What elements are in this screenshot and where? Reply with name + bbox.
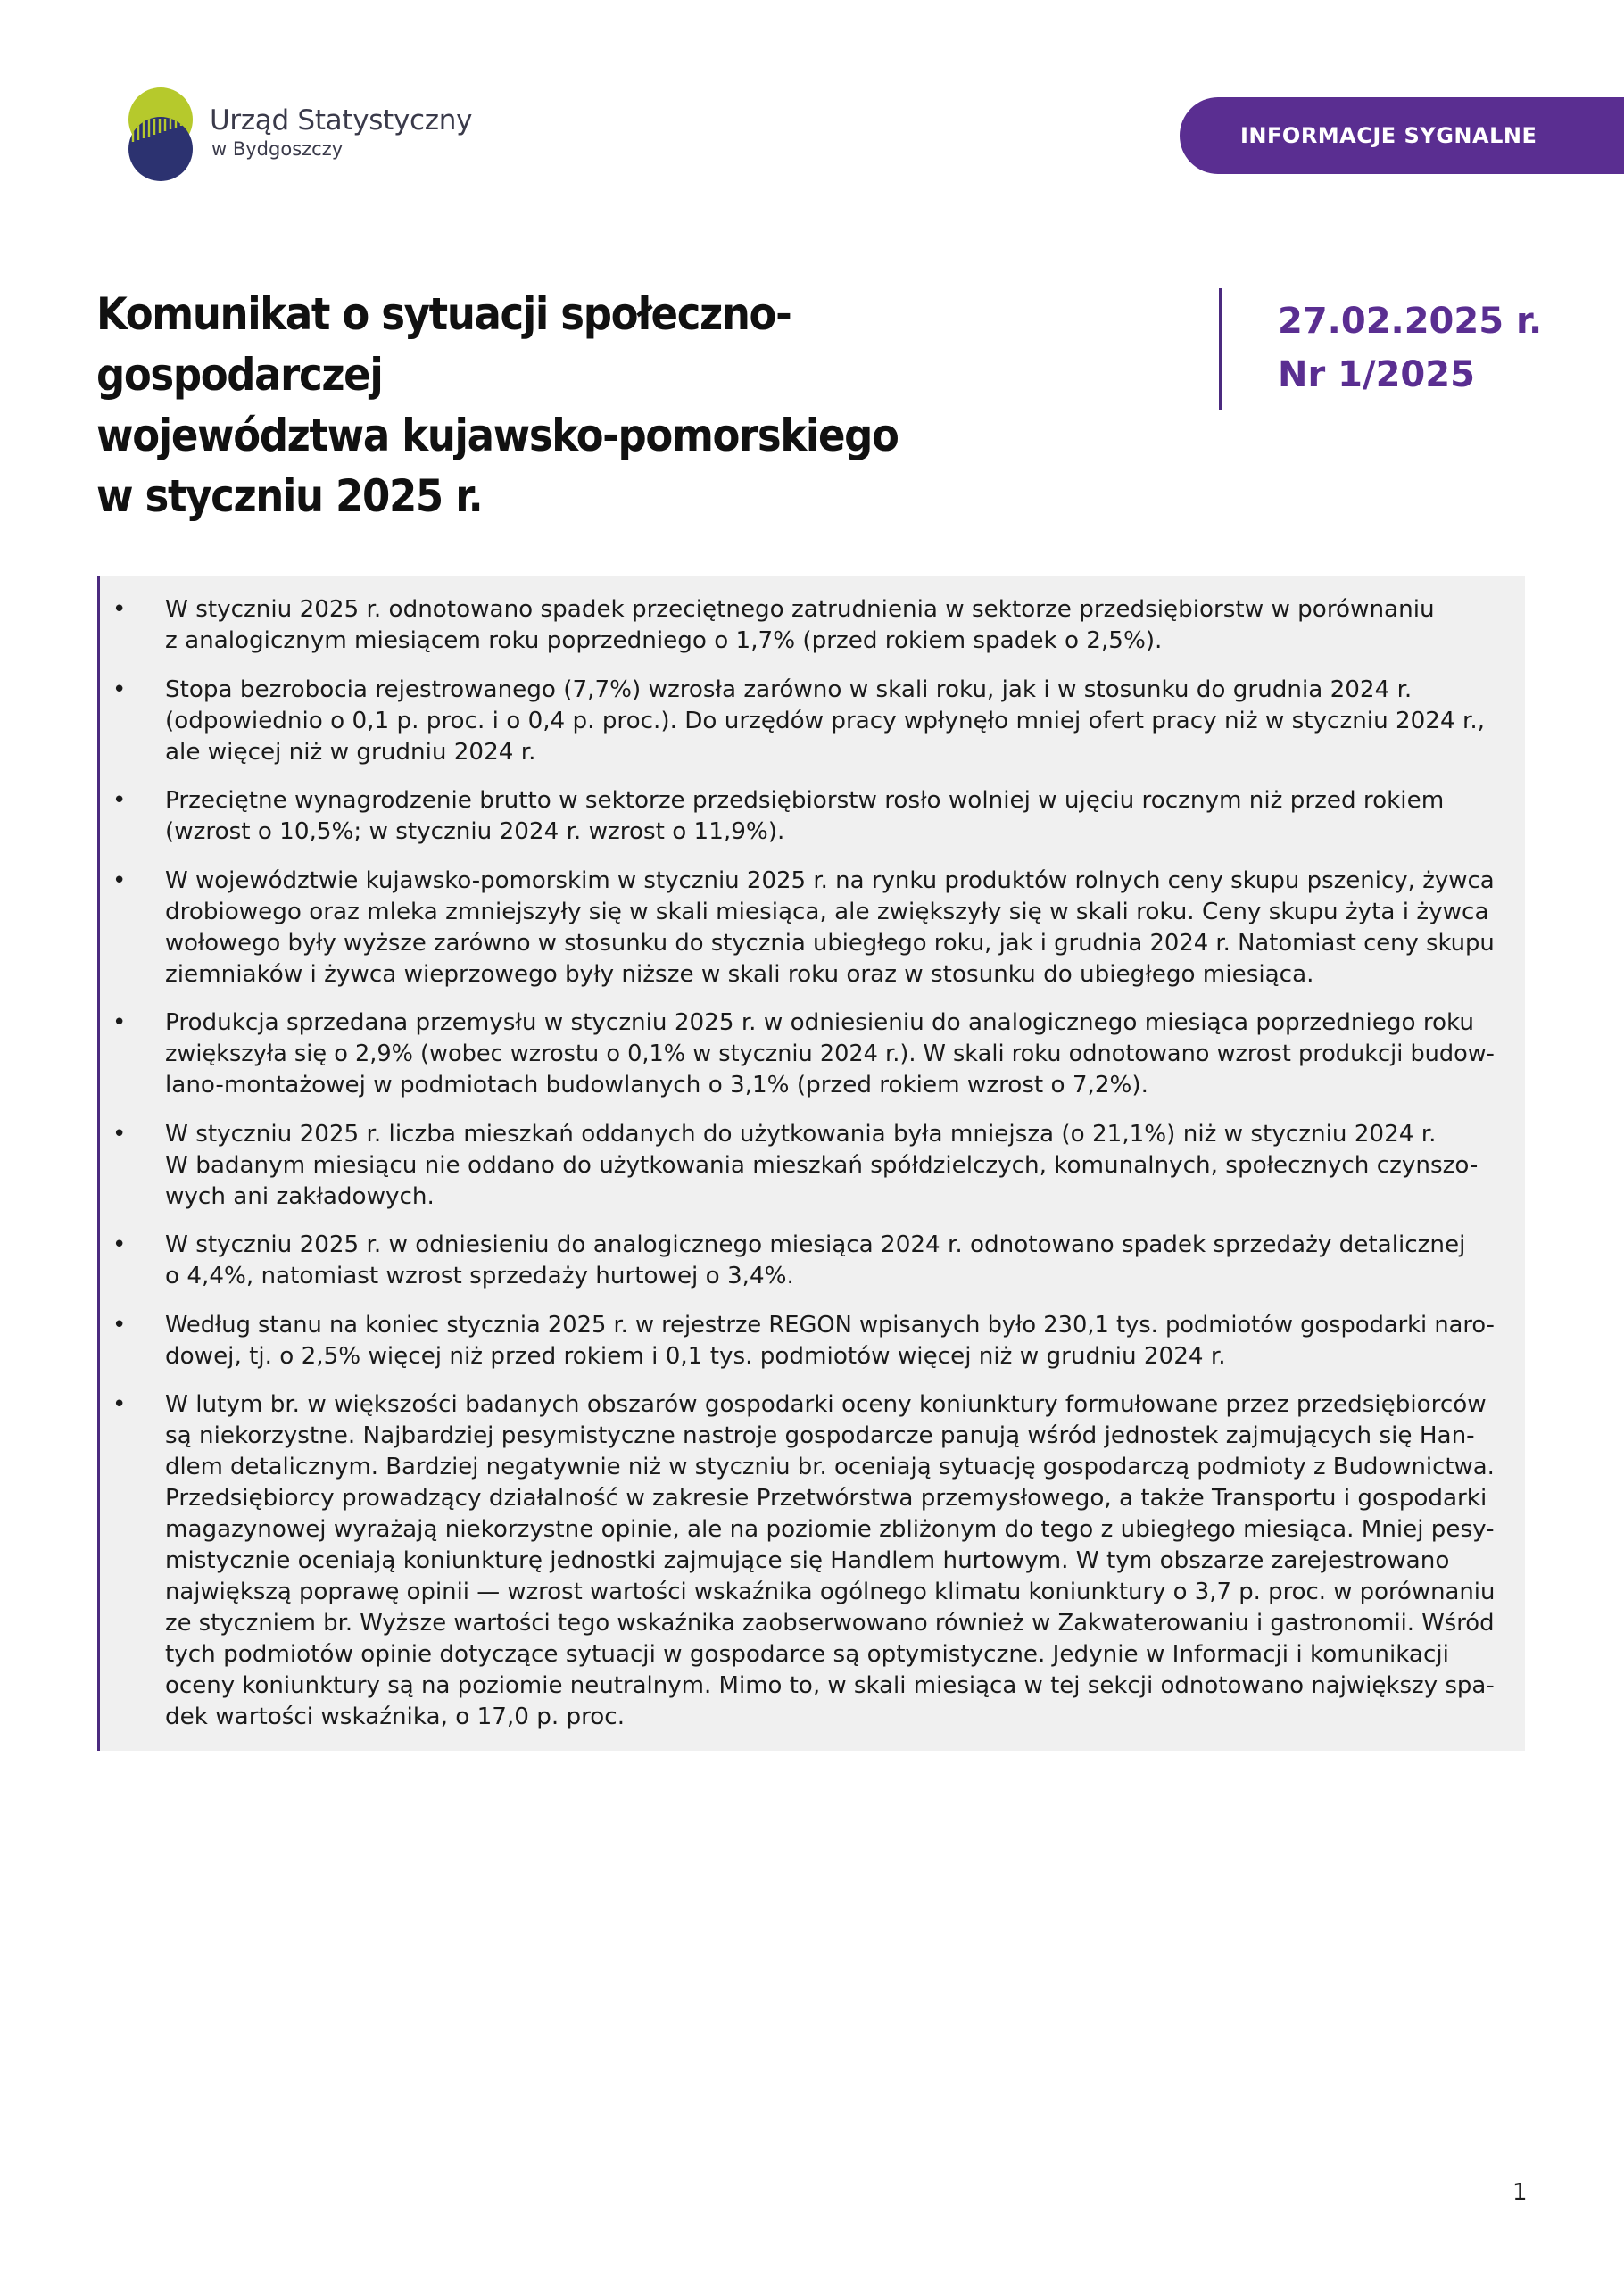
summary-item xyxy=(100,594,1492,657)
summary-line: Przeciętne wynagrodzenie brutto w sektorze przedsiębiorstw rosło wolniej w ujęciu rocznym niż przed rokiem xyxy=(165,787,1445,814)
bullet-icon: • xyxy=(112,1009,127,1036)
logo-subtitle: w Bydgoszczy xyxy=(211,138,344,160)
section-badge: INFORMACJE SYGNALNE xyxy=(1180,97,1624,174)
bullet-icon: • xyxy=(112,676,127,703)
summary-line: (wzrost o 10,5%; w styczniu 2024 r. wzrost o 11,9%). xyxy=(165,818,785,845)
summary-item xyxy=(100,1119,1492,1213)
bullet-icon: • xyxy=(112,596,127,623)
summary-line: ale więcej niż w grudniu 2024 r. xyxy=(165,738,536,766)
summary-line: mistycznie oceniają koniunkturę jednostki zajmujące się Handlem hurtowym. W tym obszarze zarejestrowano xyxy=(165,1547,1450,1574)
title-line: województwa kujawsko-pomorskiego xyxy=(96,410,899,461)
summary-line: magazynowej wyrażają niekorzystne opinie, ale na poziomie zbliżonym do tego z ubiegłego miesiąca. Mniej pesy- xyxy=(165,1516,1495,1543)
summary-line: Przedsiębiorcy prowadzący działalność w zakresie Przetwórstwa przemysłowego, a także Transportu i gospodarki xyxy=(165,1485,1487,1512)
summary-item xyxy=(100,1310,1495,1372)
summary-line: największą poprawę opinii — wzrost wartości wskaźnika ogólnego klimatu koniunktury o 3,7 p. proc. w porównaniu xyxy=(165,1579,1496,1605)
summary-line: W lutym br. w większości badanych obszarów gospodarki oceny koniunktury formułowane przez przedsiębiorców xyxy=(165,1391,1487,1418)
summary-line: Stopa bezrobocia rejestrowanego (7,7%) wzrosła zarówno w skali roku, jak i w stosunku do grudnia 2024 r. xyxy=(165,676,1413,703)
summary-line: (odpowiednio o 0,1 p. proc. i o 0,4 p. proc.). Do urzędów pracy wpłynęło mniej ofert pracy niż w styczniu 2024 r., xyxy=(165,707,1485,734)
summary-item xyxy=(100,866,1495,991)
logo-name: Urząd Statystyczny xyxy=(210,104,473,137)
summary-line: W styczniu 2025 r. w odniesieniu do analogicznego miesiąca 2024 r. odnotowano spadek sprzedaży detalicznej xyxy=(165,1231,1466,1258)
summary-line: W styczniu 2025 r. liczba mieszkań oddanych do użytkowania była mniejsza (o 21,1%) niż w styczniu 2024 r. xyxy=(165,1120,1437,1148)
summary-line: z analogicznym miesiącem roku poprzedniego o 1,7% (przed rokiem spadek o 2,5%). xyxy=(165,627,1163,654)
summary-line: wych ani zakładowych. xyxy=(165,1182,435,1210)
summary-item xyxy=(100,785,1492,848)
date-block xyxy=(1278,294,1542,402)
summary-item xyxy=(100,675,1492,768)
summary-line: wołowego były wyższe zarówno w stosunku do stycznia ubiegłego roku, jak i grudnia 2024 r. Natomiast ceny skupu xyxy=(165,929,1495,957)
summary-line: W styczniu 2025 r. odnotowano spadek przeciętnego zatrudnienia w sektorze przedsiębiorstw w porównaniu xyxy=(165,596,1435,623)
bullet-icon: • xyxy=(112,1120,127,1148)
summary-item xyxy=(100,1007,1495,1101)
title-line: w styczniu 2025 r. xyxy=(96,470,483,522)
title-line: Komunikat o sytuacji społeczno-gospodarczej xyxy=(96,288,791,401)
summary-line: Produkcja sprzedana przemysłu w styczniu 2025 r. w odniesieniu do analogicznego miesiąca poprzedniego roku xyxy=(165,1009,1474,1036)
summary-line: tych podmiotów opinie dotyczące sytuacji w gospodarce są optymistyczne. Jedynie w Informacji i komunikacji xyxy=(165,1641,1449,1668)
page-title xyxy=(96,284,1044,526)
summary-line: W badanym miesiącu nie oddano do użytkowania mieszkań spółdzielczych, komunalnych, społecznych czynszo- xyxy=(165,1151,1479,1179)
logo-emblem-icon xyxy=(128,87,194,183)
summary-line: ze styczniem br. Wyższe wartości tego wskaźnika zaobserwowano również w Zakwaterowaniu i gastronomii. Wśród xyxy=(165,1610,1495,1637)
bullet-icon: • xyxy=(112,787,127,814)
summary-item xyxy=(100,1389,1496,1733)
summary-list xyxy=(100,594,1496,1751)
bullet-icon: • xyxy=(112,866,127,894)
bullet-icon: • xyxy=(112,1391,127,1418)
summary-line: ziemniaków i żywca wieprzowego były niższe w skali roku oraz w stosunku do ubiegłego miesiąca. xyxy=(165,960,1314,988)
logo xyxy=(128,87,472,183)
summary-panel xyxy=(97,576,1525,1751)
summary-line: drobiowego oraz mleka zmniejszyły się w skali miesiąca, ale zwiększyły się w skali roku. Ceny skupu żyta i żywca xyxy=(165,898,1489,925)
summary-line: Według stanu na koniec stycznia 2025 r. w rejestrze REGON wpisanych było 230,1 tys. podmiotów gospodarki naro- xyxy=(165,1311,1495,1339)
publication-date: 27.02.2025 r. xyxy=(1278,301,1543,342)
summary-line: o 4,4%, natomiast wzrost sprzedaży hurtowej o 3,4%. xyxy=(165,1263,794,1289)
page-number: 1 xyxy=(1512,2179,1528,2206)
summary-line: W województwie kujawsko-pomorskim w styczniu 2025 r. na rynku produktów rolnych ceny skupu pszenicy, żywca xyxy=(165,866,1495,894)
summary-line: dowej, tj. o 2,5% więcej niż przed rokiem i 0,1 tys. podmiotów więcej niż w grudniu 2024 r. xyxy=(165,1342,1226,1370)
summary-line: dek wartości wskaźnika, o 17,0 p. proc. xyxy=(165,1703,626,1730)
summary-line: lano-montażowej w podmiotach budowlanych o 3,1% (przed rokiem wzrost o 7,2%). xyxy=(165,1072,1148,1098)
publication-number: Nr 1/2025 xyxy=(1278,354,1475,395)
summary-line: dlem detalicznym. Bardziej negatywnie niż w styczniu br. oceniają sytuację gospodarczą podmioty z Budownictwa. xyxy=(165,1454,1495,1480)
summary-item xyxy=(100,1230,1492,1292)
summary-line: są niekorzystne. Najbardziej pesymistyczne nastroje gospodarcze panują wśród jednostek zajmujących się Han- xyxy=(165,1422,1475,1449)
vertical-divider xyxy=(1219,288,1222,410)
summary-line: zwiększyła się o 2,9% (wobec wzrostu o 0,1% w styczniu 2024 r.). W skali roku odnotowano wzrost produkcji budow- xyxy=(165,1040,1495,1067)
summary-line: oceny koniunktury są na poziomie neutralnym. Mimo to, w skali miesiąca w tej sekcji odnotowano największy spa- xyxy=(165,1672,1495,1699)
bullet-icon: • xyxy=(112,1311,127,1339)
bullet-icon: • xyxy=(112,1231,127,1258)
